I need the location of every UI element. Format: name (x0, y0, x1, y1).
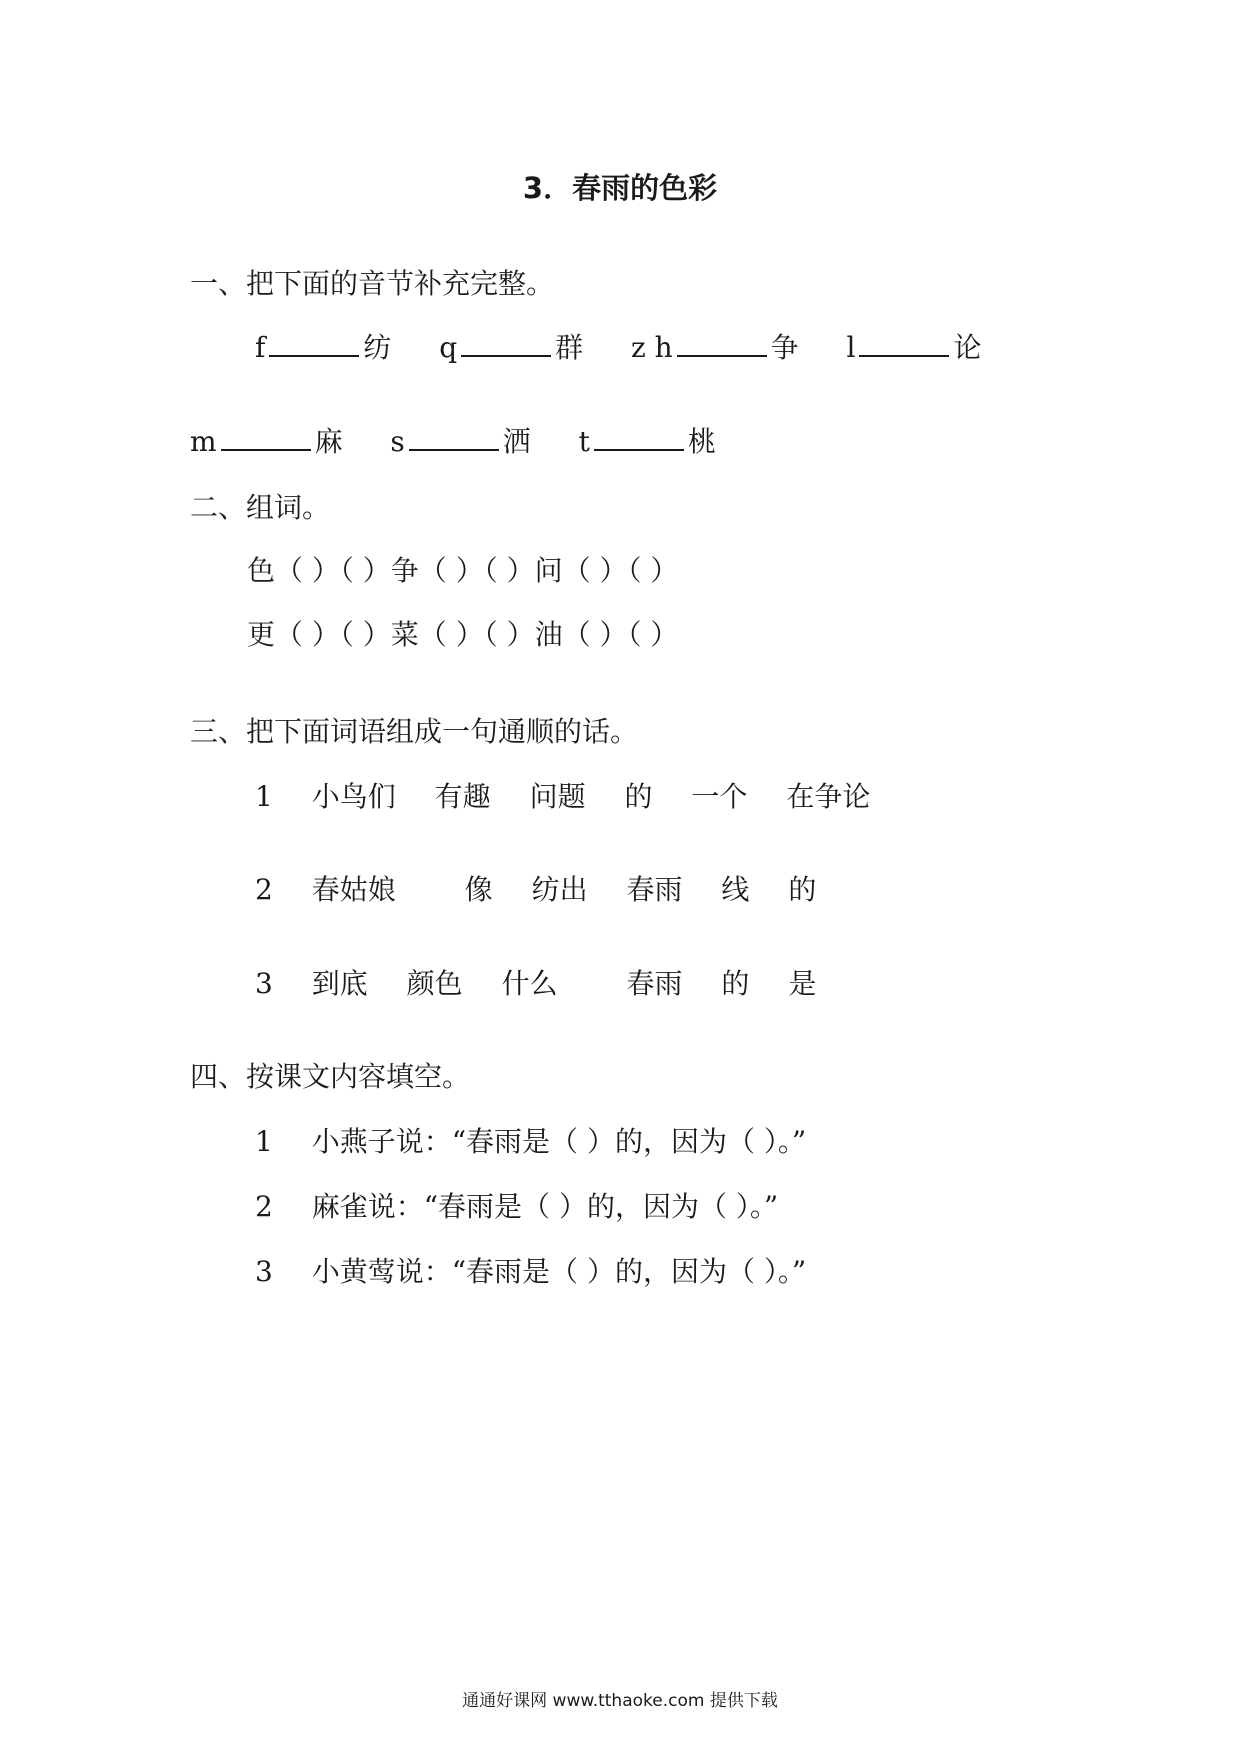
fill-blank[interactable] (409, 423, 499, 451)
pinyin-item (190, 420, 343, 460)
word-chip: 纺出 (531, 873, 588, 906)
pinyin-prefix: q (439, 331, 458, 364)
word-chip: 像 (464, 873, 493, 906)
fill-blank[interactable] (269, 329, 359, 357)
word-chip: 到底 (311, 967, 368, 1000)
page-title: 3．春雨的色彩 (522, 171, 718, 205)
fill-sentence[interactable]: 小燕子说：“春雨是（ ）的，因为（ ）。” (311, 1125, 807, 1158)
word-chip: 什么 (501, 967, 558, 1000)
word-chip: 在争论 (786, 780, 871, 813)
section1-heading: 一、把下面的音节补充完整。 (190, 267, 555, 300)
pinyin-prefix: f (255, 331, 266, 364)
fill-item-2[interactable] (255, 1185, 778, 1225)
fill-blank[interactable] (461, 329, 551, 357)
item-number: 3 (255, 967, 273, 1000)
pinyin-item (579, 420, 716, 460)
word-chip: 的 (624, 780, 653, 813)
pinyin-item (846, 326, 981, 366)
item-number: 1 (255, 1125, 273, 1158)
fill-blank[interactable] (677, 329, 767, 357)
word-chip: 是 (788, 967, 817, 1000)
word-group-row-2[interactable]: 更（ ）（ ）菜（ ）（ ）油（ ）（ ） (247, 618, 679, 651)
pinyin-char: 桃 (687, 425, 716, 458)
word-chip: 的 (788, 873, 817, 906)
pinyin-prefix: s (390, 425, 405, 458)
pinyin-item (439, 326, 583, 366)
pinyin-char: 群 (555, 331, 584, 364)
pinyin-row-1 (255, 326, 981, 366)
pinyin-char: 纺 (363, 331, 392, 364)
word-chip: 问题 (529, 780, 586, 813)
word-chip: 的 (721, 967, 750, 1000)
section4-heading: 四、按课文内容填空。 (190, 1060, 471, 1093)
word-group-row-1[interactable]: 色（ ）（ ）争（ ）（ ）问（ ）（ ） (247, 554, 679, 587)
fill-blank[interactable] (859, 329, 949, 357)
word-chip: 有趣 (434, 780, 491, 813)
pinyin-char: 麻 (314, 425, 343, 458)
item-number: 2 (255, 873, 273, 906)
word-chip: 小鸟们 (311, 780, 396, 813)
pinyin-prefix: m (190, 425, 217, 458)
fill-item-3[interactable] (255, 1250, 806, 1290)
pinyin-char: 论 (953, 331, 982, 364)
pinyin-item (255, 326, 391, 366)
item-number: 2 (255, 1190, 273, 1223)
sentence-item-2 (255, 868, 816, 908)
pinyin-prefix: t (578, 425, 590, 458)
fill-blank[interactable] (594, 423, 684, 451)
word-chip: 春姑娘 (311, 873, 396, 906)
item-number: 3 (255, 1255, 273, 1288)
word-chip: 线 (721, 873, 750, 906)
fill-blank[interactable] (221, 423, 311, 451)
pinyin-item (631, 326, 799, 366)
word-chip: 春雨 (626, 873, 683, 906)
pinyin-prefix: z h (630, 331, 673, 364)
section3-heading: 三、把下面词语组成一句通顺的话。 (190, 715, 639, 748)
word-chip: 一个 (691, 780, 748, 813)
pinyin-char: 洒 (502, 425, 531, 458)
sentence-item-1 (255, 775, 870, 815)
fill-item-1[interactable] (255, 1120, 806, 1160)
sentence-item-3 (255, 962, 816, 1002)
word-chip: 颜色 (406, 967, 463, 1000)
footer-credit: 通通好课网 www.tthaoke.com 提供下载 (462, 1691, 778, 1711)
item-number: 1 (255, 780, 273, 813)
pinyin-row-2 (190, 420, 716, 460)
section2-heading: 二、组词。 (190, 491, 331, 524)
pinyin-prefix: l (846, 331, 856, 364)
fill-sentence[interactable]: 小黄莺说：“春雨是（ ）的，因为（ ）。” (311, 1255, 807, 1288)
word-chip: 春雨 (626, 967, 683, 1000)
pinyin-item (390, 420, 530, 460)
fill-sentence[interactable]: 麻雀说：“春雨是（ ）的，因为（ ）。” (311, 1190, 779, 1223)
pinyin-char: 争 (770, 331, 799, 364)
